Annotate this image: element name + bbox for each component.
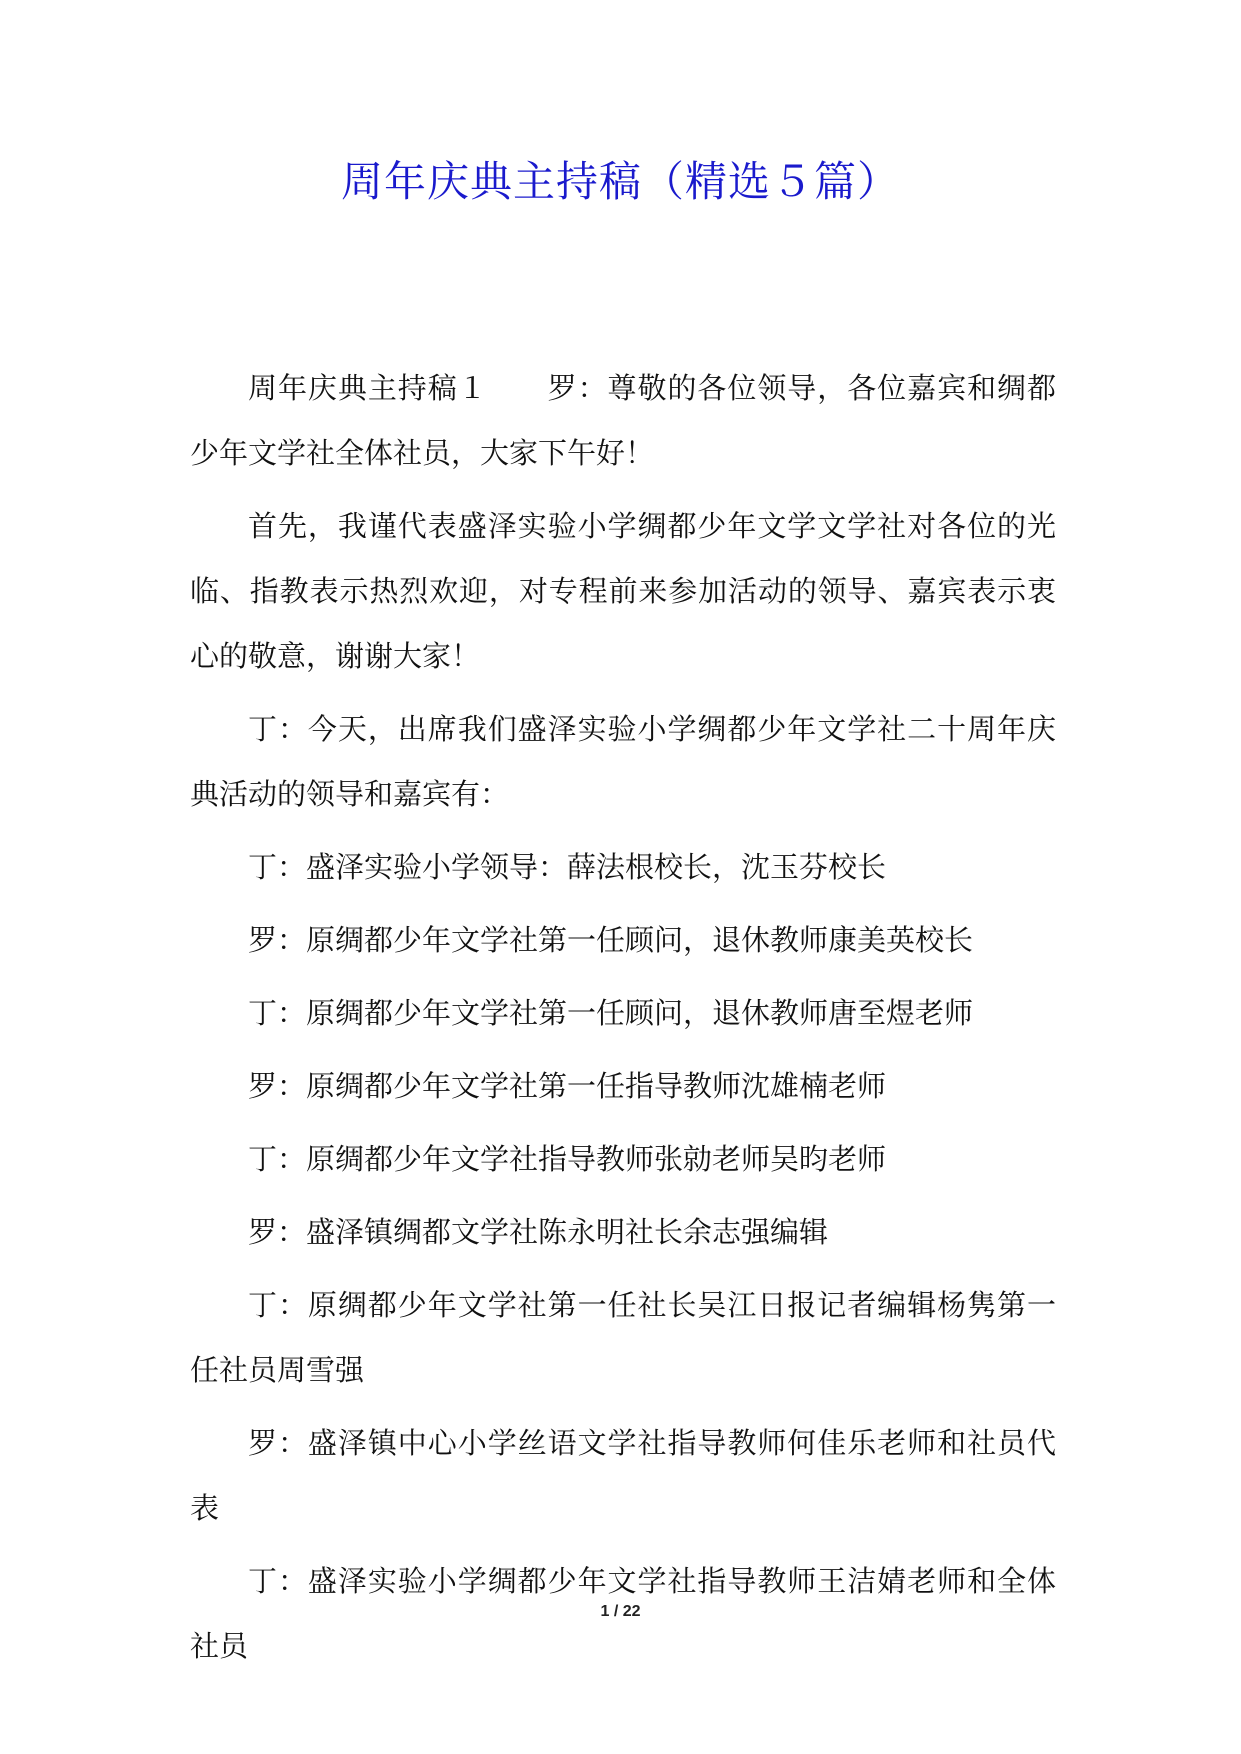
paragraph: 丁：原绸都少年文学社指导教师张勍老师吴昀老师 xyxy=(248,1142,887,1176)
paragraph: 丁：盛泽实验小学绸都少年文学社指导教师王洁婧老师和全体社员 xyxy=(190,1564,1056,1663)
paragraph: 首先，我谨代表盛泽实验小学绸都少年文学文学社对各位的光临、指教表示热烈欢迎，对专程前来参加活动的领导、嘉宾表示衷心的敬意，谢谢大家！ xyxy=(190,509,1056,673)
page-number: 1 / 22 xyxy=(600,1603,641,1620)
document-body xyxy=(190,356,1056,1687)
paragraph: 丁：今天，出席我们盛泽实验小学绸都少年文学社二十周年庆典活动的领导和嘉宾有： xyxy=(190,712,1056,811)
document-title: 周年庆典主持稿（精选５篇） xyxy=(340,157,900,206)
paragraph: 丁：盛泽实验小学领导：薛法根校长，沈玉芬校长 xyxy=(248,850,887,884)
paragraph: 罗：原绸都少年文学社第一任指导教师沈雄楠老师 xyxy=(248,1069,887,1103)
paragraph: 罗：盛泽镇中心小学丝语文学社指导教师何佳乐老师和社员代表 xyxy=(190,1426,1056,1525)
paragraph: 罗：原绸都少年文学社第一任顾问，退休教师康美英校长 xyxy=(248,923,974,957)
paragraph: 罗：盛泽镇绸都文学社陈永明社长余志强编辑 xyxy=(248,1215,829,1249)
paragraph: 丁：原绸都少年文学社第一任社长吴江日报记者编辑杨隽第一任社员周雪强 xyxy=(190,1288,1056,1387)
paragraph: 丁：原绸都少年文学社第一任顾问，退休教师唐至煜老师 xyxy=(248,996,974,1030)
paragraph: 周年庆典主持稿１ 罗：尊敬的各位领导，各位嘉宾和绸都少年文学社全体社员，大家下午好！ xyxy=(190,371,1056,470)
